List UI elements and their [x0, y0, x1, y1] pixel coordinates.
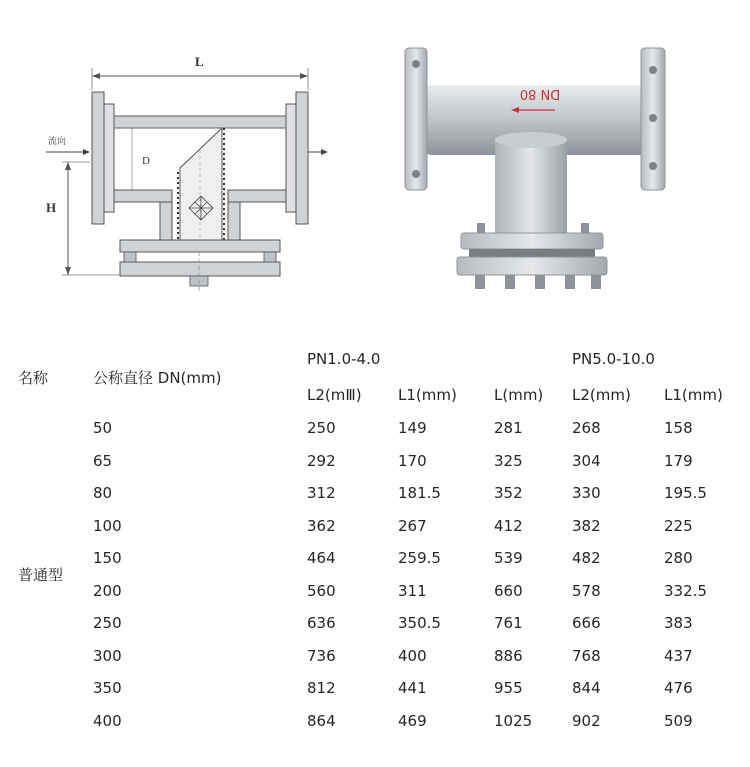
dim-diameter-label: D	[142, 155, 150, 167]
table-cell-l1-b: 158	[664, 419, 693, 437]
table-cell-l: 281	[494, 419, 523, 437]
table-cell-l2-b: 902	[572, 712, 601, 730]
header-nominal-diameter: 公称直径 DN(mm)	[93, 369, 222, 387]
table-cell-l: 761	[494, 614, 523, 632]
table-cell-l2-a: 312	[307, 484, 336, 502]
flow-direction-label: 流向	[48, 137, 67, 147]
header-l2-a: L2(mⅢ)	[307, 386, 362, 404]
table-cell-nominal-diameter: 200	[93, 582, 122, 600]
table-cell-l: 1025	[494, 712, 533, 730]
table-cell-l1-b: 383	[664, 614, 693, 632]
table-cell-nominal-diameter: 65	[93, 452, 113, 470]
table-cell-nominal-diameter: 100	[93, 517, 122, 535]
table-cell-l1-b: 225	[664, 517, 693, 535]
table-cell-l2-a: 864	[307, 712, 336, 730]
table-cell-l1-a: 259.5	[398, 549, 441, 567]
header-l1-a: L1(mm)	[398, 386, 457, 404]
table-cell-l2-b: 844	[572, 679, 601, 697]
table-cell-l1-b: 437	[664, 647, 693, 665]
table-cell-l2-a: 560	[307, 582, 336, 600]
table-cell-l2-b: 382	[572, 517, 601, 535]
table-cell-l1-b: 509	[664, 712, 693, 730]
table-cell-l2-a: 736	[307, 647, 336, 665]
table-cell-l2-a: 464	[307, 549, 336, 567]
table-cell-l1-a: 149	[398, 419, 427, 437]
table-cell-l1-b: 280	[664, 549, 693, 567]
table-cell-nominal-diameter: 400	[93, 712, 122, 730]
table-cell-l2-a: 812	[307, 679, 336, 697]
table-cell-l2-a: 292	[307, 452, 336, 470]
table-cell-l: 539	[494, 549, 523, 567]
table-cell-l2-a: 362	[307, 517, 336, 535]
header-name: 名称	[18, 369, 49, 387]
table-cell-l1-a: 400	[398, 647, 427, 665]
table-cell-l1-a: 350.5	[398, 614, 441, 632]
table-cell-l1-b: 476	[664, 679, 693, 697]
table-cell-l2-a: 250	[307, 419, 336, 437]
header-l2-b: L2(mm)	[572, 386, 631, 404]
table-cell-l1-b: 332.5	[664, 582, 707, 600]
table-cell-l: 352	[494, 484, 523, 502]
table-cell-nominal-diameter: 350	[93, 679, 122, 697]
product-figures	[0, 0, 750, 330]
table-cell-l: 325	[494, 452, 523, 470]
table-cell-l2-b: 482	[572, 549, 601, 567]
product-photo	[395, 30, 685, 305]
table-cell-l: 955	[494, 679, 523, 697]
table-cell-l2-b: 304	[572, 452, 601, 470]
table-cell-l2-b: 666	[572, 614, 601, 632]
header-l: L(mm)	[494, 386, 544, 404]
table-cell-nominal-diameter: 300	[93, 647, 122, 665]
table-cell-l: 886	[494, 647, 523, 665]
table-cell-l1-a: 469	[398, 712, 427, 730]
table-cell-l2-b: 768	[572, 647, 601, 665]
table-cell-l1-b: 179	[664, 452, 693, 470]
technical-drawing	[10, 40, 340, 310]
type-label: 普通型	[18, 566, 64, 584]
table-cell-l1-b: 195.5	[664, 484, 707, 502]
header-group-pn1: PN1.0-4.0	[307, 350, 381, 368]
table-cell-l1-a: 170	[398, 452, 427, 470]
header-l1-b: L1(mm)	[664, 386, 723, 404]
table-cell-nominal-diameter: 150	[93, 549, 122, 567]
table-cell-l1-a: 267	[398, 517, 427, 535]
header-group-pn5: PN5.0-10.0	[572, 350, 655, 368]
table-cell-l: 412	[494, 517, 523, 535]
table-cell-l2-b: 268	[572, 419, 601, 437]
table-cell-nominal-diameter: 250	[93, 614, 122, 632]
nameplate-text: DN 80	[519, 86, 561, 101]
spec-table	[0, 340, 750, 760]
dim-length-label: L	[195, 54, 204, 69]
table-cell-l1-a: 311	[398, 582, 427, 600]
dim-height-label: H	[46, 200, 57, 215]
table-cell-l2-b: 330	[572, 484, 601, 502]
table-cell-l1-a: 441	[398, 679, 427, 697]
table-cell-l2-b: 578	[572, 582, 601, 600]
table-cell-l: 660	[494, 582, 523, 600]
table-cell-nominal-diameter: 80	[93, 484, 113, 502]
table-cell-nominal-diameter: 50	[93, 419, 113, 437]
table-cell-l2-a: 636	[307, 614, 336, 632]
table-cell-l1-a: 181.5	[398, 484, 441, 502]
